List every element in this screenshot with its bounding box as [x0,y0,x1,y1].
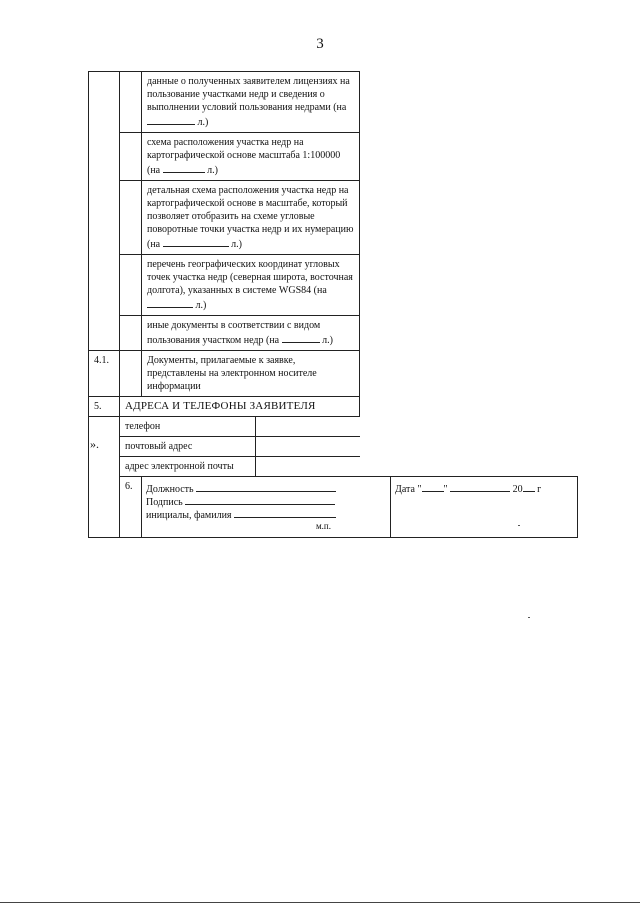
date-quote: " [443,484,448,495]
document-item [142,181,360,255]
date-suffix: г [537,484,542,495]
sub-cell [120,72,142,133]
document-item [142,316,360,351]
name-label: инициалы, фамилия [146,510,232,521]
document-text: схема расположения участка недр на картографической основе масштаба 1:100000 (на [147,137,341,176]
email-field[interactable] [256,457,360,477]
stamp-label: м.п. [315,521,331,531]
document-item [142,133,360,181]
contacts-table [120,417,360,476]
sheet-count-blank[interactable] [282,332,320,343]
row-number: 6. [120,477,142,538]
document-row [89,72,578,133]
contact-row [120,457,360,477]
document-row [89,133,578,181]
date-label: Дата " [395,484,422,495]
sub-cell [120,255,142,316]
signature-block [142,477,391,537]
postal-address-field[interactable] [256,437,360,457]
document-text: данные о полученных заявителем лицензиях на пользование участками недр и сведения о выполнении условий пользования недрами (на [147,76,350,113]
document-suffix: л.) [319,335,333,346]
signature-label: Подпись [146,497,183,508]
section-title: АДРЕСА И ТЕЛЕФОНЫ ЗАЯВИТЕЛЯ [120,397,360,417]
closing-quote: ». [90,437,99,451]
contact-label: почтовый адрес [120,437,256,457]
contact-row [120,437,360,457]
document-suffix: л.) [204,165,218,176]
date-month-field[interactable] [450,481,510,492]
row-number-cell [89,417,120,538]
phone-field[interactable] [256,417,360,437]
document-text: иные документы в соответствии с видом пользования участком недр (на [147,320,321,346]
document-text: детальная схема расположения участка недр на картографической основе в масштабе, который позволяет отобразить на схеме угловые поворотные точки участка недр и их нумерацию (на [147,185,354,250]
row-number-cell [89,72,120,351]
page-number: 3 [316,36,324,52]
date-day-field[interactable] [422,481,444,492]
sheet-count-blank[interactable] [147,114,195,125]
contact-label: адрес электронной почты [120,457,256,477]
application-form-table [88,71,578,538]
row-number: 4.1. [89,351,120,397]
scan-edge [0,902,640,903]
document-suffix: л.) [228,239,242,250]
document-row [89,181,578,255]
sub-cell [120,181,142,255]
document-row [89,316,578,351]
row-number: 5. [89,397,120,417]
contact-row [89,417,578,477]
contact-row [120,417,360,437]
sub-cell [120,133,142,181]
position-field[interactable] [196,481,336,492]
signature-field[interactable] [185,494,335,505]
sheet-count-blank[interactable] [147,297,193,308]
sheet-count-blank[interactable] [163,162,205,173]
document-suffix: л.) [195,117,209,128]
document-text: перечень географических координат угловых точек участка недр (северная широта, восточная долгота), указанных в системе WGS84 (на [147,259,353,296]
name-field[interactable] [234,507,336,518]
date-year-prefix: 20 [512,484,523,495]
row-6 [89,477,578,538]
scan-artifact [518,525,520,526]
sub-cell [120,316,142,351]
document-item [142,72,360,133]
date-year-field[interactable] [523,481,535,492]
document-row [89,255,578,316]
document-suffix: л.) [193,300,207,311]
date-block [391,477,578,537]
document-item [142,255,360,316]
position-label: Должность [146,484,194,495]
row-4-1 [89,351,578,397]
row-5 [89,397,578,417]
signature-table [142,477,577,537]
electronic-media-text: Документы, прилагаемые к заявке, представлены на электронном носителе информации [142,351,360,397]
sheet-count-blank[interactable] [163,236,229,247]
scan-artifact [528,617,530,618]
contact-label: телефон [120,417,256,437]
sub-cell [120,351,142,397]
